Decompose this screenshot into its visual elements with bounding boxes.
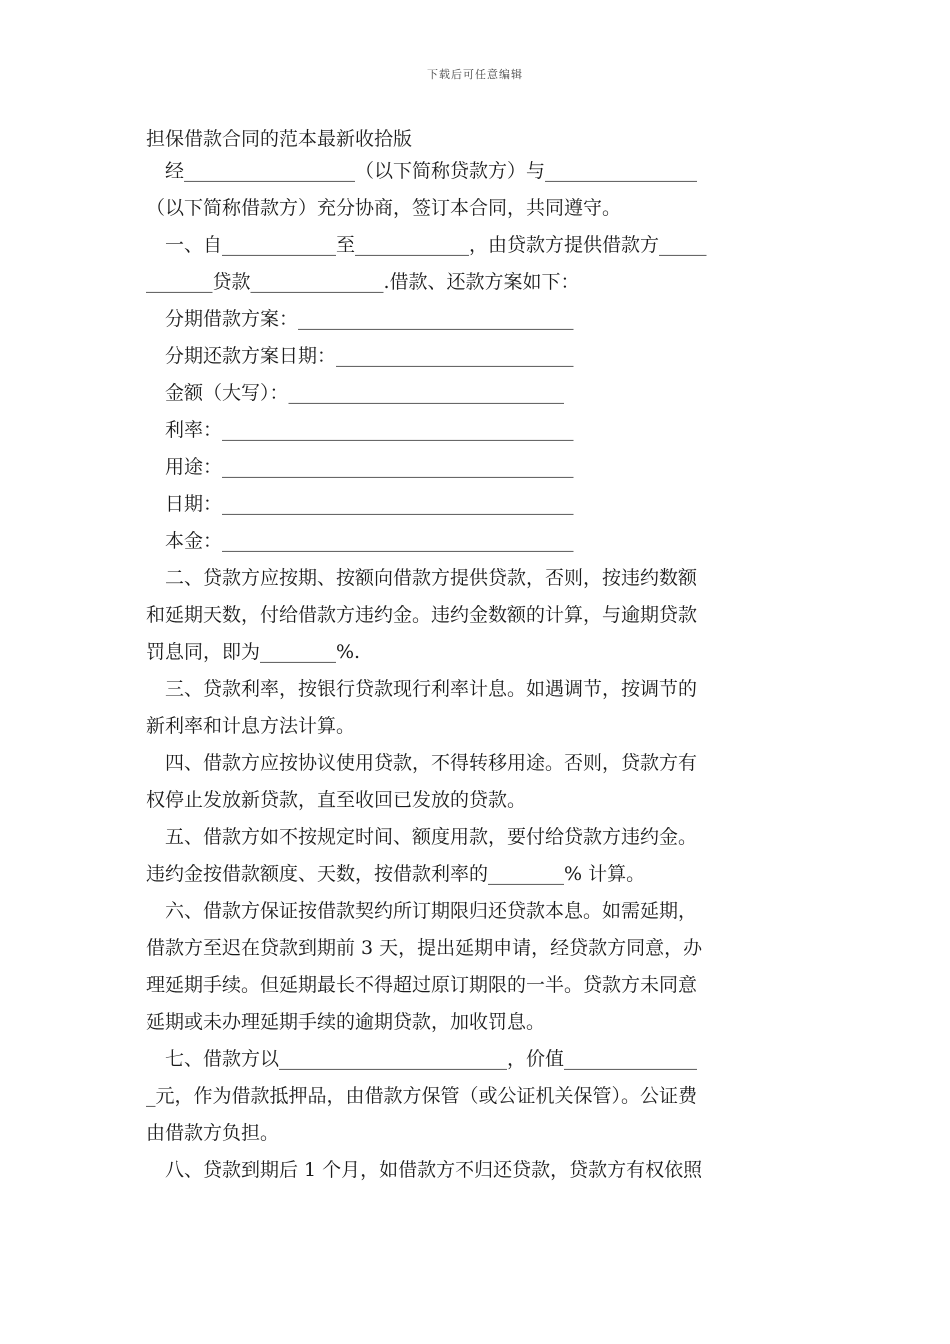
form-field-line: 分期借款方案：_____________________________: [165, 308, 574, 330]
paragraph-line: 七、借款方以________________________，价值______________: [165, 1048, 698, 1070]
paragraph-line: 和延期天数，付给借款方违约金。违约金数额的计算，与逾期贷款: [146, 604, 698, 626]
paragraph-line: 权停止发放新贷款，直至收回已发放的贷款。: [146, 789, 527, 811]
paragraph-line: _______贷款______________.借款、还款方案如下：: [146, 271, 580, 293]
contract-body: [146, 153, 806, 1189]
form-field-line: 金额（大写）：_____________________________: [165, 382, 565, 404]
page-header: 下载后可任意编辑: [427, 68, 523, 81]
paragraph-line: 延期或未办理延期手续的逾期贷款，加收罚息。: [146, 1011, 546, 1033]
form-field-line: 利率：_____________________________________: [165, 419, 574, 441]
paragraph-line: 五、借款方如不按规定时间、额度用款，要付给贷款方违约金。: [165, 826, 698, 848]
paragraph-line: 四、借款方应按协议使用贷款，不得转移用途。否则，贷款方有: [165, 752, 698, 774]
form-field-line: 本金：_____________________________________: [165, 530, 574, 552]
paragraph-line: 违约金按借款额度、天数，按借款利率的________% 计算。: [146, 863, 646, 885]
paragraph-line: _元，作为借款抵押品，由借款方保管（或公证机关保管）。公证费: [146, 1085, 698, 1107]
paragraph-line: 经__________________（以下简称贷款方）与________________: [165, 160, 698, 182]
paragraph-line: 由借款方负担。: [146, 1122, 280, 1144]
paragraph-line: 八、贷款到期后 1 个月，如借款方不归还贷款，贷款方有权依照: [165, 1159, 703, 1181]
paragraph-line: 一、自____________至____________，由贷款方提供借款方_____: [165, 234, 707, 256]
paragraph-line: 新利率和计息方法计算。: [146, 715, 356, 737]
paragraph-line: 罚息同，即为________%.: [146, 641, 361, 663]
paragraph-line: 二、贷款方应按期、按额向借款方提供贷款，否则，按违约数额: [165, 567, 698, 589]
form-field-line: 用途：_____________________________________: [165, 456, 574, 478]
paragraph-line: 六、借款方保证按借款契约所订期限归还贷款本息。如需延期，: [165, 900, 698, 922]
paragraph-line: （以下简称借款方）充分协商，签订本合同，共同遵守。: [146, 197, 622, 219]
paragraph-line: 理延期手续。但延期最长不得超过原订期限的一半。贷款方未同意: [146, 974, 698, 996]
document-title: 担保借款合同的范本最新收拾版: [146, 128, 413, 150]
form-field-line: 分期还款方案日期：_________________________: [165, 345, 574, 367]
paragraph-line: 三、贷款利率，按银行贷款现行利率计息。如遇调节，按调节的: [165, 678, 698, 700]
paragraph-line: 借款方至迟在贷款到期前 3 天，提出延期申请，经贷款方同意，办: [146, 937, 703, 959]
form-field-line: 日期：_____________________________________: [165, 493, 574, 515]
